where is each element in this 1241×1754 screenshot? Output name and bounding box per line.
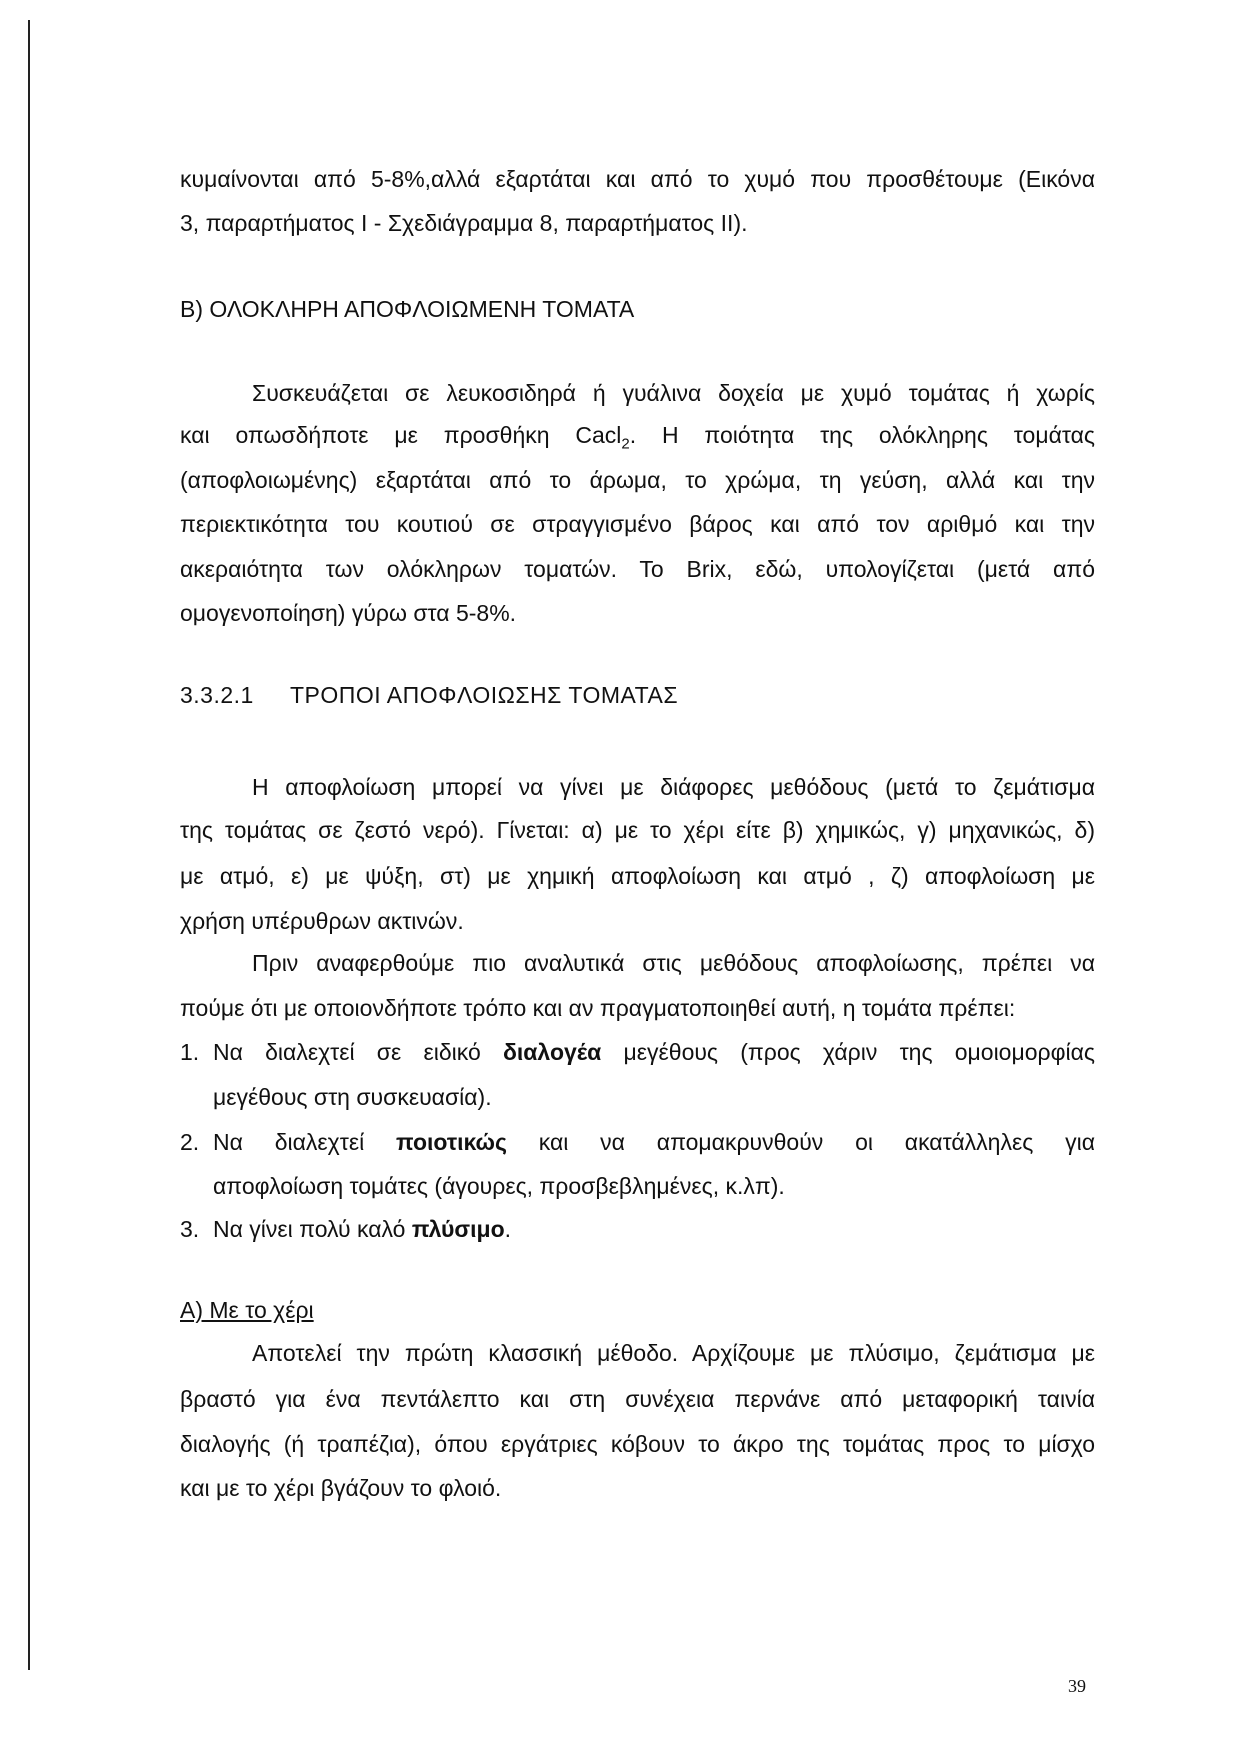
paragraph-line: με ατμό, ε) με ψύξη, στ) με χημική αποφλοίωση και ατμό , ζ) αποφλοίωση με [180, 863, 1095, 889]
text-span: και να απομακρυνθούν οι ακατάλληλες για [506, 1129, 1095, 1155]
section-number: 3.3.2.1 [180, 682, 254, 708]
paragraph-line: και με το χέρι βγάζουν το φλοιό. [180, 1475, 502, 1501]
paragraph-line: 3, παραρτήματος Ι - Σχεδιάγραμμα 8, παραρτήματος ΙΙ). [180, 210, 748, 236]
paragraph-line: χρήση υπέρυθρων ακτινών. [180, 908, 464, 934]
paragraph-line: (αποφλοιωμένης) εξαρτάται από το άρωμα, το χρώμα, τη γεύση, αλλά και την [180, 467, 1095, 493]
paragraph-line [180, 420, 1096, 453]
paragraph-line: ακεραιότητα των ολόκληρων τοματών. Το Brix, εδώ, υπολογίζεται (μετά από [180, 556, 1095, 582]
bold-term: πλύσιμο [411, 1216, 505, 1242]
paragraph-line: Αποτελεί την πρώτη κλασσική μέθοδο. Αρχίζουμε με πλύσιμο, ζεμάτισμα με [252, 1340, 1095, 1366]
text-span: και οπωσδήποτε με προσθήκη Cacl [180, 422, 622, 448]
scan-binding-line [28, 20, 30, 1670]
text-span: μεγέθους (προς χάριν της ομοιομορφίας [601, 1039, 1096, 1065]
list-item [213, 1214, 1095, 1244]
text-span: Να διαλεχτεί σε ειδικό [213, 1039, 503, 1065]
list-number: 1. [180, 1039, 200, 1065]
page-number: 39 [1068, 1676, 1086, 1696]
bold-term: διαλογέα [502, 1039, 602, 1065]
paragraph-line: βραστό για ένα πεντάλεπτο και στη συνέχεια περνάνε από μεταφορική ταινία [180, 1386, 1095, 1412]
paragraph-line: περιεκτικότητα του κουτιού σε στραγγισμένο βάρος και από τον αριθμό και την [180, 511, 1095, 537]
paragraph-line: της τομάτας σε ζεστό νερό). Γίνεται: α) με το χέρι είτε β) χημικώς, γ) μηχανικώς, δ) [180, 817, 1095, 843]
list-number: 2. [180, 1129, 200, 1155]
paragraph-line: διαλογής (ή τραπέζια), όπου εργάτριες κόβουν το άκρο της τομάτας προς το μίσχο [180, 1431, 1095, 1457]
bold-term: ποιοτικώς [396, 1129, 507, 1155]
text-span: . [504, 1216, 512, 1242]
list-number: 3. [180, 1216, 200, 1242]
paragraph-line: Πριν αναφερθούμε πιο αναλυτικά στις μεθόδους αποφλοίωσης, πρέπει να [252, 950, 1095, 976]
section-title: ΤΡΟΠΟΙ ΑΠΟΦΛΟΙΩΣΗΣ ΤΟΜΑΤΑΣ [290, 682, 679, 708]
list-item-continuation: αποφλοίωση τομάτες (άγουρες, προσβεβλημένες, κ.λπ). [213, 1173, 785, 1199]
subheading-text: Α) Με το χέρι [180, 1297, 314, 1323]
subheading-a [180, 1295, 1095, 1325]
text-span: Να διαλεχτεί [213, 1129, 396, 1155]
list-item [213, 1037, 1095, 1067]
paragraph-line: Συσκευάζεται σε λευκοσιδηρά ή γυάλινα δοχεία με χυμό τομάτας ή χωρίς [252, 380, 1095, 406]
list-item-continuation: μεγέθους στη συσκευασία). [213, 1084, 492, 1110]
list-item [213, 1127, 1095, 1157]
section-heading [180, 680, 1095, 710]
subscript: 2 [621, 435, 630, 453]
paragraph-line: πούμε ότι με οποιονδήποτε τρόπο και αν πραγματοποιηθεί αυτή, η τομάτα πρέπει: [180, 995, 1016, 1021]
text-span: . Η ποιότητα της ολόκληρης τομάτας [629, 422, 1096, 448]
paragraph-line: ομογενοποίηση) γύρω στα 5-8%. [180, 600, 517, 626]
paragraph-line: Η αποφλοίωση μπορεί να γίνει με διάφορες μεθόδους (μετά το ζεμάτισμα [252, 774, 1095, 800]
paragraph-line: κυμαίνονται από 5-8%,αλλά εξαρτάται και από το χυμό που προσθέτουμε (Εικόνα [180, 166, 1095, 192]
text-span: Να γίνει πολύ καλό [213, 1216, 412, 1242]
section-heading-b: Β) ΟΛΟΚΛΗΡΗ ΑΠΟΦΛΟΙΩΜΕΝΗ ΤΟΜΑΤΑ [180, 296, 635, 322]
